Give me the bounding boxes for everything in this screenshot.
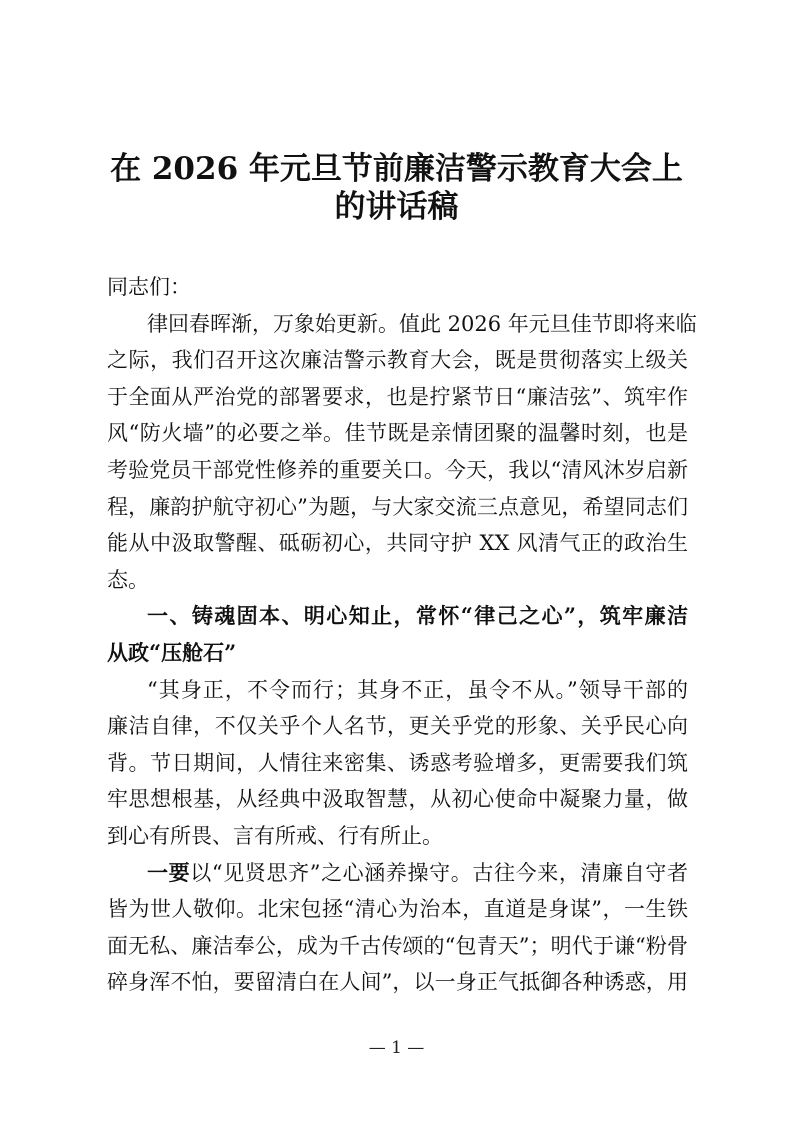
paragraph-line: “其身正，不令而行；其身不正，虽令不从。”领导干部的 — [147, 677, 688, 702]
paragraph-line: 到心有所畏、言有所戒、行有所止。 — [107, 823, 443, 848]
title-line-1: 在 2026 年元旦节前廉洁警示教育大会上 — [110, 151, 683, 187]
paragraph-line: 程，廉韵护航守初心”为题，与大家交流三点意见，希望同志们 — [107, 494, 688, 519]
point-lead: 一要 — [147, 859, 191, 885]
paragraph-line: 皆为世人敬仰。北宋包拯“清心为治本，直道是身谋”，一生铁 — [107, 897, 688, 922]
paragraph-line: 律回春晖渐，万象始更新。值此 2026 年元旦佳节即将来临 — [147, 311, 697, 336]
paragraph-intro — [107, 306, 697, 599]
paragraph-quote — [107, 672, 688, 855]
paragraph-line: 牢思想根基，从经典中汲取智慧，从初心使命中凝聚力量，做 — [107, 787, 688, 812]
heading-line: 从政“压舱石” — [107, 639, 237, 665]
paragraph-line: 能从中汲取警醒、砥砺初心，共同守护 XX 风清气正的政治生 — [107, 531, 688, 556]
paragraph-line: 态。 — [107, 567, 149, 592]
point-text: 以“见贤思齐”之心涵养操守。古往今来，清廉自守者 — [190, 860, 688, 885]
paragraph-line: 考验党员干部党性修养的重要关口。今天，我以“清风沐岁启新 — [107, 457, 688, 482]
paragraph-first-point — [107, 855, 688, 1001]
paragraph-line: 背。节日期间，人情往来密集、诱惑考验增多，更需要我们筑 — [107, 750, 688, 775]
paragraph-line — [107, 855, 688, 892]
document-title — [60, 150, 733, 226]
document-body — [107, 269, 697, 1001]
paragraph-line: 廉洁自律，不仅关乎个人名节，更关乎党的形象、关乎民心向 — [107, 714, 688, 739]
paragraph-line: 于全面从严治党的部署要求，也是拧紧节日“廉洁弦”、筑牢作 — [107, 384, 688, 409]
paragraph-line: 之际，我们召开这次廉洁警示教育大会，既是贯彻落实上级关 — [107, 348, 688, 373]
section-heading-1 — [107, 598, 688, 671]
title-line-2: 的讲话稿 — [334, 189, 459, 225]
page-number: — 1 — — [368, 1038, 425, 1058]
paragraph-line: 碎身浑不怕，要留清白在人间”，以一身正气抵御各种诱惑，用 — [107, 970, 688, 995]
paragraph-line: 面无私、廉洁奉公，成为千古传颂的“包青天”；明代于谦“粉骨 — [107, 933, 688, 958]
salutation: 同志们： — [107, 275, 191, 299]
heading-line: 一、铸魂固本、明心知止，常怀“律己之心”，筑牢廉洁 — [147, 603, 688, 629]
paragraph-line: 风“防火墙”的必要之举。佳节既是亲情团聚的温馨时刻，也是 — [107, 421, 688, 446]
